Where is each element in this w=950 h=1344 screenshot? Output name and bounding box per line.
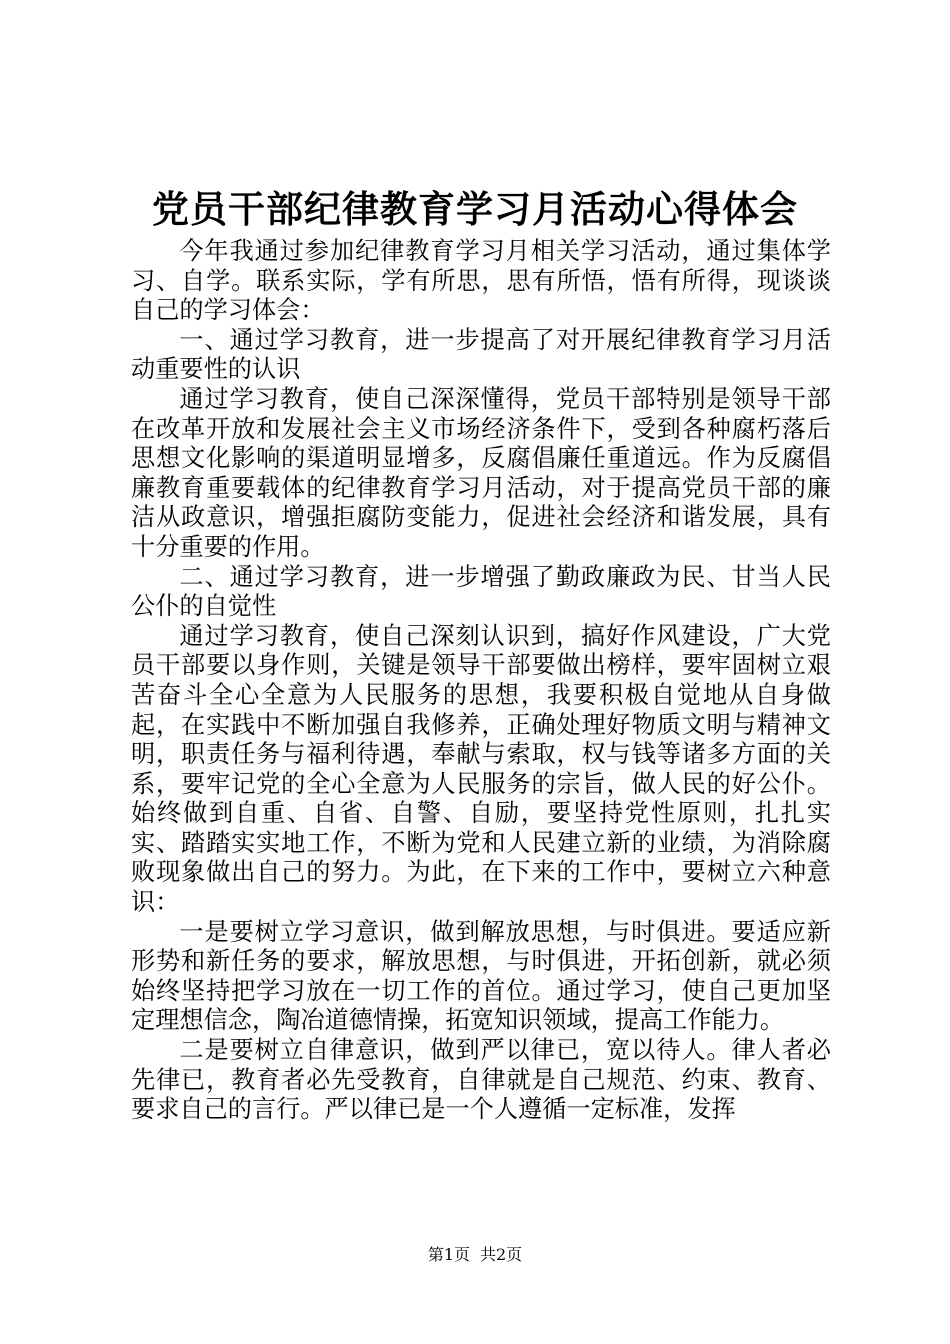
page-total: 共2页 [480,1245,523,1264]
paragraph-section-2: 通过学习教育，使自己深刻认识到，搞好作风建设，广大党员干部要以身作则，关键是领导干部要做出榜样，要牢固树立艰苦奋斗全心全意为人民服务的思想，我要积极自觉地从自身做起，在实践中不断加强自我修养，正确处理好物质文明与精神文明，职责任务与福利待遇，奉献与索取，权与钱等诸多方面的关系，要牢记党的全心全意为人民服务的宗旨，做人民的好公仆。始终做到自重、自省、自警、自励，要坚持党性原则，扎扎实实、踏踏实实地工作，不断为党和人民建立新的业绩，为消除腐败现象做出自己的努力。为此，在下来的工作中，要树立六种意识： [131,621,831,917]
paragraph-intro: 今年我通过参加纪律教育学习月相关学习活动，通过集体学习、自学。联系实际，学有所思，思有所悟，悟有所得，现谈谈自己的学习体会： [131,237,831,325]
section-heading-1: 一、通过学习教育，进一步提高了对开展纪律教育学习月活动重要性的认识 [131,325,831,384]
document-body [131,237,831,1125]
page-number: 第1页 [427,1245,470,1264]
section-heading-2: 二、通过学习教育，进一步增强了勤政廉政为民、甘当人民公仆的自觉性 [131,562,831,621]
document-title: 党员干部纪律教育学习月活动心得体会 [152,187,798,231]
page-footer [0,1244,950,1266]
paragraph-section-1: 通过学习教育，使自己深深懂得，党员干部特别是领导干部在改革开放和发展社会主义市场经济条件下，受到各种腐朽落后思想文化影响的渠道明显增多，反腐倡廉任重道远。作为反腐倡廉教育重要载体的纪律教育学习月活动，对于提高党员干部的廉洁从政意识，增强拒腐防变能力，促进社会经济和谐发展，具有十分重要的作用。 [131,384,831,561]
paragraph-awareness-1: 一是要树立学习意识，做到解放思想，与时俱进。要适应新形势和新任务的要求，解放思想，与时俱进，开拓创新，就必须始终坚持把学习放在一切工作的首位。通过学习，使自己更加坚定理想信念，陶冶道德情操，拓宽知识领域，提高工作能力。 [131,917,831,1035]
paragraph-awareness-2: 二是要树立自律意识，做到严以律已，宽以待人。律人者必先律已，教育者必先受教育，自律就是自己规范、约束、教育、要求自己的言行。严以律已是一个人遵循一定标准，发挥 [131,1036,831,1124]
